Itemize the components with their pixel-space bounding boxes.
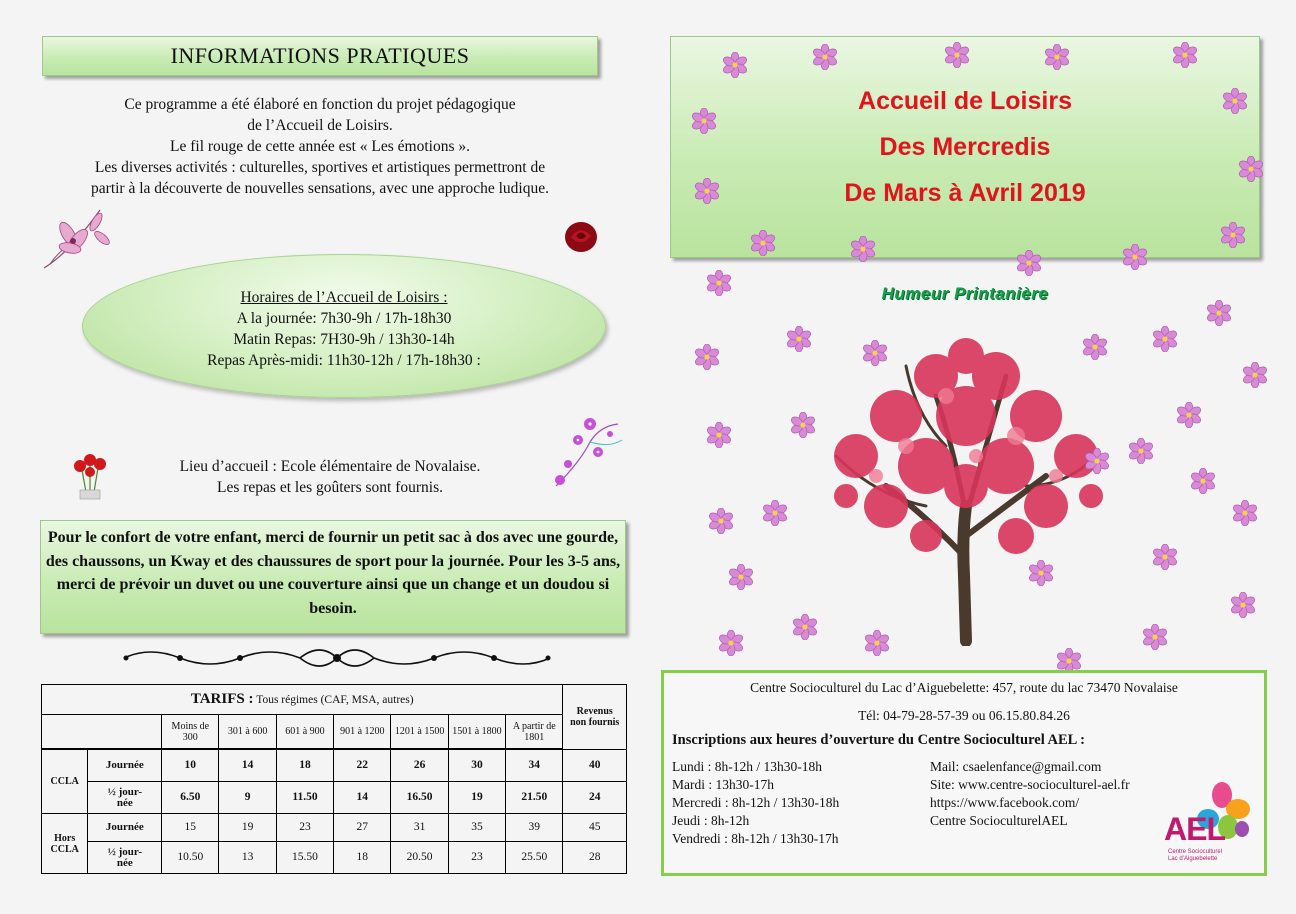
- revenus-cell: 28: [563, 842, 627, 874]
- contact-mail[interactable]: Mail: csaelenfance@gmail.com: [930, 759, 1102, 774]
- tarifs-subtitle: Tous régimes (CAF, MSA, autres): [256, 693, 414, 706]
- pink-flower-icon: [944, 42, 970, 68]
- table-row: [42, 842, 627, 874]
- price-cell: 14: [334, 782, 391, 814]
- brackets-row: [42, 715, 627, 749]
- row-label: Journée: [88, 750, 162, 782]
- schedule-line: Vendredi : 8h-12h / 13h30-17h: [672, 831, 839, 846]
- row-label: Journée: [88, 814, 162, 842]
- table-row: [42, 814, 627, 842]
- rose-icon: [563, 220, 599, 254]
- theme-title: Humeur Printanière: [881, 284, 1049, 303]
- table-row: [42, 750, 627, 782]
- pink-flower-icon: [786, 326, 812, 352]
- price-cell: 23: [276, 814, 333, 842]
- price-cell: 35: [448, 814, 505, 842]
- schedule-line: Lundi : 8h-12h / 13h30-18h: [672, 759, 822, 774]
- pink-flower-icon: [1016, 250, 1042, 276]
- price-cell: 25.50: [506, 842, 563, 874]
- pink-flower-icon: [1190, 468, 1216, 494]
- price-cell: 13: [219, 842, 276, 874]
- ornament-divider-icon: [120, 642, 554, 674]
- pink-flower-icon: [790, 412, 816, 438]
- pink-flower-icon: [1082, 334, 1108, 360]
- contact-panel: [661, 670, 1267, 876]
- row-label: ½ jour-née: [88, 842, 162, 874]
- pink-flower-icon: [1152, 544, 1178, 570]
- tarifs-title-row: [42, 685, 627, 715]
- price-cell: 23: [448, 842, 505, 874]
- ael-logo: [1164, 781, 1258, 871]
- price-cell: 16.50: [391, 782, 448, 814]
- lieu-line: Lieu d’accueil : Ecole élémentaire de Novalaise.: [179, 458, 481, 475]
- intro-line: Ce programme a été élaboré en fonction du projet pédagogique: [124, 96, 516, 113]
- schedule-line: Mardi : 13h30-17h: [672, 777, 774, 792]
- hours-line: A la journée: 7h30-9h / 17h-18h30: [236, 310, 452, 327]
- price-cell: 34: [506, 750, 563, 782]
- pink-flower-icon: [722, 52, 748, 78]
- pink-flower-icon: [1044, 44, 1070, 70]
- blossom-tree-icon: [816, 336, 1116, 646]
- pink-flower-icon: [708, 508, 734, 534]
- pink-flower-icon: [706, 270, 732, 296]
- bracket-cell: 901 à 1200: [334, 715, 391, 749]
- pink-flower-icon: [694, 344, 720, 370]
- price-cell: 10.50: [162, 842, 219, 874]
- intro-text: [42, 94, 598, 199]
- price-cell: 10: [162, 750, 219, 782]
- tarifs-title-cell: [42, 685, 563, 715]
- pink-flower-icon: [728, 564, 754, 590]
- price-cell: 30: [448, 750, 505, 782]
- pink-flower-icon: [762, 500, 788, 526]
- price-cell: 39: [506, 814, 563, 842]
- revenus-cell: 45: [563, 814, 627, 842]
- group-label: Hors CCLA: [42, 814, 88, 874]
- poster-title-line: Accueil de Loisirs: [858, 87, 1072, 115]
- pink-flower-icon: [691, 108, 717, 134]
- contact-address: Centre Socioculturel du Lac d’Aiguebelette: 457, route du lac 73470 Novalaise: [750, 680, 1178, 695]
- price-cell: 26: [391, 750, 448, 782]
- pink-flower-icon: [1084, 448, 1110, 474]
- table-row: [42, 782, 627, 814]
- pink-flower-icon: [1222, 88, 1248, 114]
- price-cell: 19: [448, 782, 505, 814]
- pink-flower-icon: [706, 422, 732, 448]
- pink-flower-icon: [812, 44, 838, 70]
- pink-flower-icon: [1028, 560, 1054, 586]
- price-cell: 18: [276, 750, 333, 782]
- price-cell: 6.50: [162, 782, 219, 814]
- price-cell: 11.50: [276, 782, 333, 814]
- pink-flower-icon: [1122, 244, 1148, 270]
- intro-line: de l’Accueil de Loisirs.: [247, 117, 393, 134]
- intro-line: Le fil rouge de cette année est « Les émotions ».: [170, 138, 470, 155]
- price-cell: 27: [334, 814, 391, 842]
- poster-title-box: [670, 36, 1260, 258]
- bracket-cell: 1201 à 1500: [391, 715, 448, 749]
- pink-flower-icon: [718, 630, 744, 656]
- price-cell: 21.50: [506, 782, 563, 814]
- schedule-line: Mercredi : 8h-12h / 13h30-18h: [672, 795, 840, 810]
- purple-flower-icon: [550, 412, 626, 492]
- price-cell: 9: [219, 782, 276, 814]
- revenus-cell: 40: [563, 750, 627, 782]
- bracket-cell: 601 à 900: [276, 715, 333, 749]
- lieu-line: Les repas et les goûters sont fournis.: [217, 479, 443, 496]
- intro-line: Les diverses activités : culturelles, sportives et artistiques permettront de: [94, 159, 546, 176]
- pink-flower-icon: [1128, 438, 1154, 464]
- group-label: CCLA: [42, 750, 88, 814]
- price-cell: 22: [334, 750, 391, 782]
- contact-phone: Tél: 04-79-28-57-39 ou 06.15.80.84.26: [858, 708, 1070, 723]
- tarifs-title: TARIFS :: [190, 690, 254, 707]
- hours-title: Horaires de l’Accueil de Loisirs :: [240, 289, 448, 306]
- inscriptions-title: Inscriptions aux heures d’ouverture du Centre Socioculturel AEL :: [672, 732, 1086, 748]
- pink-flower-icon: [1242, 362, 1268, 388]
- pink-flower-icon: [1232, 500, 1258, 526]
- poster-title-line: Des Mercredis: [879, 133, 1051, 161]
- contact-site[interactable]: Site: www.centre-socioculturel-ael.fr: [930, 777, 1130, 792]
- price-cell: 18: [334, 842, 391, 874]
- confort-notice: Pour le confort de votre enfant, merci de fournir un petit sac à dos avec une gourde, des chaussons, un Kway et des chaussures de sport pour la journée. Pour les 3-5 ans, merci de prévoir un duvet ou une couverture ainsi que un change et un doudou si besoin.: [40, 520, 626, 634]
- ael-logo-text: AEL: [1164, 811, 1225, 847]
- schedule-line: Jeudi : 8h-12h: [672, 813, 750, 828]
- pink-flower-icon: [862, 340, 888, 366]
- bracket-cell: A partir de 1801: [506, 715, 563, 749]
- pink-flower-icon: [850, 236, 876, 262]
- pink-flower-icon: [694, 178, 720, 204]
- hours-line: Repas Après-midi: 11h30-12h / 17h-18h30 :: [207, 352, 481, 369]
- bracket-cell: 1501 à 1800: [448, 715, 505, 749]
- pink-flower-icon: [1220, 222, 1246, 248]
- row-label: ½ jour-née: [88, 782, 162, 814]
- bracket-cell: 301 à 600: [219, 715, 276, 749]
- pink-flower-icon: [1206, 300, 1232, 326]
- contact-facebook[interactable]: https://www.facebook.com/: [930, 795, 1080, 810]
- pink-flower-icon: [1230, 592, 1256, 618]
- empty-cell: [42, 715, 162, 749]
- revenus-header: Revenus non fournis: [563, 685, 627, 750]
- pink-flower-icon: [1238, 156, 1264, 182]
- pink-flower-icon: [750, 230, 776, 256]
- price-cell: 15: [162, 814, 219, 842]
- price-cell: 14: [219, 750, 276, 782]
- pink-flower-icon: [792, 614, 818, 640]
- pink-flower-icon: [1172, 42, 1198, 68]
- price-cell: 15.50: [276, 842, 333, 874]
- ael-logo-subtitle: Centre Socioculturel Lac d’Aiguebelette: [1168, 849, 1223, 862]
- lily-flower-icon: [40, 204, 112, 274]
- hours-line: Matin Repas: 7H30-9h / 13h30-14h: [233, 331, 455, 348]
- price-cell: 31: [391, 814, 448, 842]
- intro-line: partir à la découverte de nouvelles sensations, avec une approche ludique.: [91, 180, 549, 197]
- price-cell: 19: [219, 814, 276, 842]
- hours-panel: [82, 254, 606, 398]
- info-title: INFORMATIONS PRATIQUES: [42, 36, 598, 76]
- pink-flower-icon: [1142, 624, 1168, 650]
- price-cell: 20.50: [391, 842, 448, 874]
- lieu-text: [100, 456, 560, 498]
- tarifs-table: [41, 684, 627, 874]
- pink-flower-icon: [864, 630, 890, 656]
- revenus-cell: 24: [563, 782, 627, 814]
- pink-flower-icon: [1152, 326, 1178, 352]
- poster-title-line: De Mars à Avril 2019: [844, 179, 1086, 207]
- contact-facebook-name: Centre SocioculturelAEL: [930, 813, 1068, 828]
- bracket-cell: Moins de 300: [162, 715, 219, 749]
- pink-flower-icon: [1176, 402, 1202, 428]
